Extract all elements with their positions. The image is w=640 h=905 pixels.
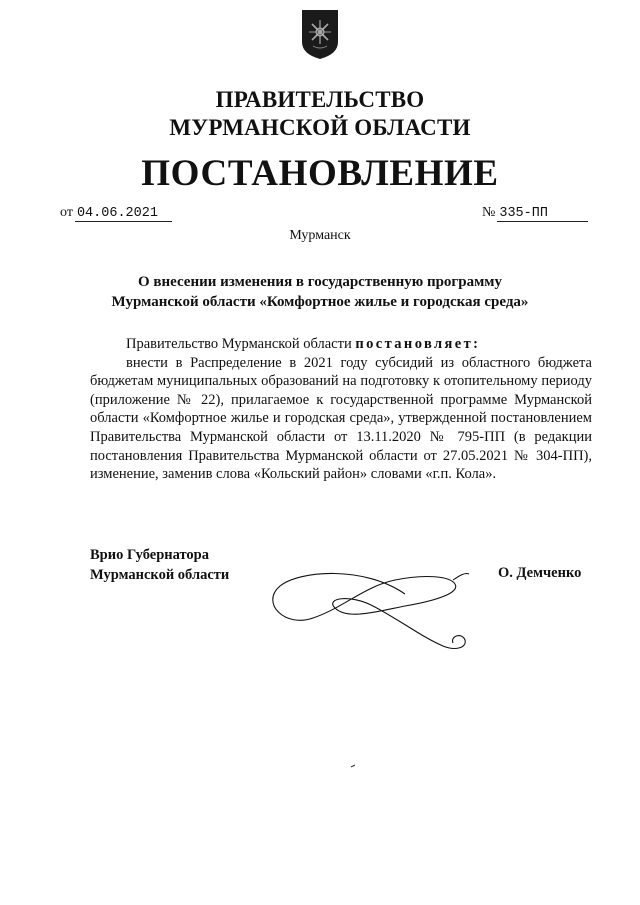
number-field [482,205,588,222]
document-number: 335-ПП [497,206,588,222]
signer-position-line-2: Мурманской области [90,567,230,583]
handwritten-signature [255,548,495,660]
scan-speck [350,764,356,768]
title-line-1: О внесении изменения в государственную программу [137,274,503,290]
number-prefix: № [482,205,496,220]
signer-name: О. Демченко [498,565,582,581]
intro-keyword: постановляет: [355,336,481,352]
intro-text: Правительство Мурманской области [126,336,356,352]
document-title [60,272,580,312]
date-prefix: от [60,205,73,220]
city: Мурманск [289,228,351,243]
document-type: ПОСТАНОВЛЕНИЕ [141,153,499,194]
org-line-1: ПРАВИТЕЛЬСТВО [215,87,425,112]
org-line-2: МУРМАНСКОЙ ОБЛАСТИ [169,115,471,140]
date-field [60,205,172,222]
resolution-paragraph: внести в Распределение в 2021 году субсидий из областного бюджета бюджетам муниципальных образований на подготовку к отопительному периоду (приложение № 22), прилагаемое к государственной программе Мурманской области «Комфортное жилье и городская среда», утвержденной постановлением Правительства Мурманской области от 13.11.2020 № 795-ПП (в редакции постановления Правительства Мурманской области от 27.05.2021 № 304-ПП), изменение, заменив слова «Кольский район» словами «г.п. Кола». [90,354,592,483]
coat-of-arms-icon [300,8,340,60]
resolution-intro [90,335,592,354]
organization-name [0,86,640,142]
document-body [90,335,592,484]
signer-position-line-1: Врио Губернатора [90,547,209,563]
signer-position [90,545,229,585]
title-line-2: Мурманской области «Комфортное жилье и городская среда» [111,294,529,310]
document-date: 04.06.2021 [75,206,172,222]
